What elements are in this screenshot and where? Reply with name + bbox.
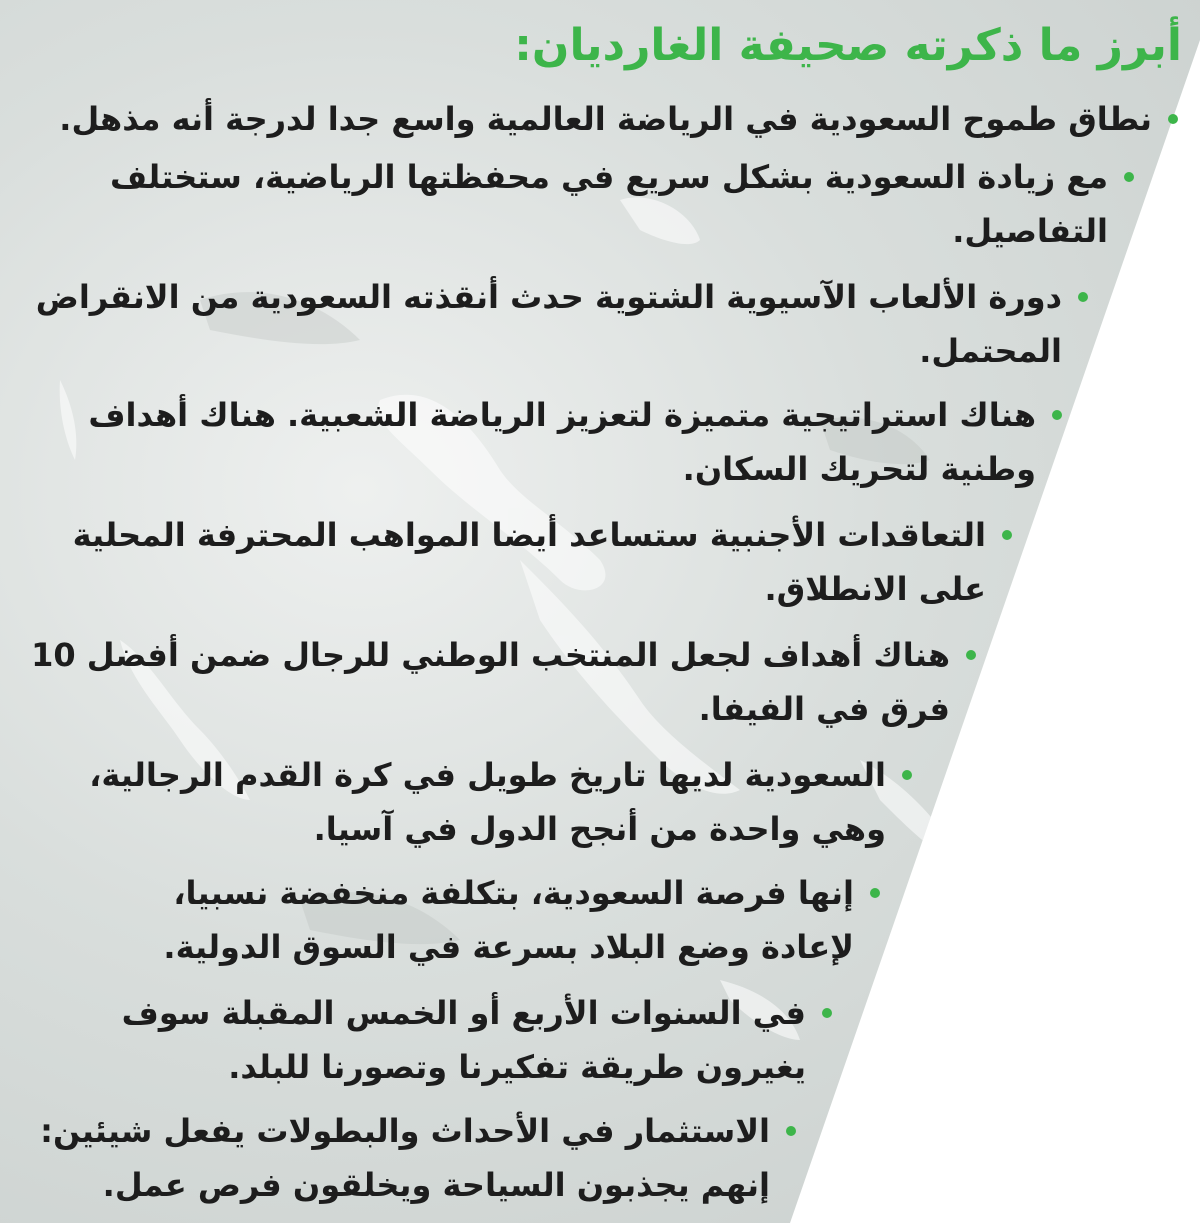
list-item-line: فرق في الفيفا. — [698, 690, 950, 728]
bullet-icon — [894, 748, 920, 780]
bullet-icon — [862, 866, 888, 898]
list-item — [59, 92, 1186, 146]
bullet-icon — [1044, 388, 1070, 420]
list-item-line: مع زيادة السعودية بشكل سريع في محفظتها الرياضية، ستختلف — [110, 158, 1108, 196]
list-item-line: وهي واحدة من أنجح الدول في آسيا. — [313, 810, 886, 848]
list-item-line: التفاصيل. — [952, 212, 1108, 250]
list-item-line: إنها فرصة السعودية، بتكلفة منخفضة نسبيا، — [173, 874, 854, 912]
list-item-text — [40, 1104, 778, 1212]
list-item-text — [88, 388, 1044, 496]
list-item-line: نطاق طموح السعودية في الرياضة العالمية واسع جدا لدرجة أنه مذهل. — [59, 100, 1152, 138]
list-item — [36, 270, 1096, 378]
list-item-text — [36, 270, 1070, 378]
list-item-line: الاستثمار في الأحداث والبطولات يفعل شيئين: — [40, 1112, 770, 1150]
list-item-line: إنهم يجذبون السياحة ويخلقون فرص عمل. — [102, 1166, 770, 1204]
bullet-icon — [1160, 92, 1186, 124]
list-item-text — [110, 150, 1116, 258]
list-item-line: على الانطلاق. — [764, 570, 986, 608]
list-item-line: التعاقدات الأجنبية ستساعد أيضا المواهب المحترفة المحلية — [72, 516, 986, 554]
bullet-icon — [1070, 270, 1096, 302]
list-item-text — [89, 748, 894, 856]
list-item — [89, 748, 920, 856]
list-item-text — [73, 508, 994, 616]
list-item — [40, 1104, 804, 1212]
list-item-line: يغيرون طريقة تفكيرنا وتصورنا للبلد. — [228, 1048, 806, 1086]
list-item-text — [122, 986, 814, 1094]
list-item-line: في السنوات الأربع أو الخمس المقبلة سوف — [121, 994, 806, 1032]
list-item-text — [31, 628, 958, 736]
list-item — [31, 628, 984, 736]
list-item-line: دورة الألعاب الآسيوية الشتوية حدث أنقذته السعودية من الانقراض — [35, 278, 1062, 316]
list-item-text — [59, 92, 1160, 146]
list-item-line: وطنية لتحريك السكان. — [682, 450, 1036, 488]
bullet-icon — [958, 628, 984, 660]
list-item-text — [163, 866, 862, 974]
bullet-icon — [814, 986, 840, 1018]
list-item-line: لإعادة وضع البلاد بسرعة في السوق الدولية. — [163, 928, 854, 966]
list-item-line: السعودية لديها تاريخ طويل في كرة القدم الرجالية، — [89, 756, 886, 794]
list-item — [88, 388, 1070, 496]
bullet-icon — [994, 508, 1020, 540]
bullet-icon — [778, 1104, 804, 1136]
list-item — [122, 986, 840, 1094]
list-item — [73, 508, 1020, 616]
list-item — [163, 866, 888, 974]
list-item-line: هناك استراتيجية متميزة لتعزيز الرياضة الشعبية. هناك أهداف — [88, 396, 1036, 434]
list-item-line: هناك أهداف لجعل المنتخب الوطني للرجال ضمن أفضل 10 — [31, 636, 950, 674]
list-item-line: المحتمل. — [919, 332, 1062, 370]
list-item — [110, 150, 1142, 258]
bullet-icon — [1116, 150, 1142, 182]
page-title: أبرز ما ذكرته صحيفة الغارديان: — [514, 20, 1182, 71]
